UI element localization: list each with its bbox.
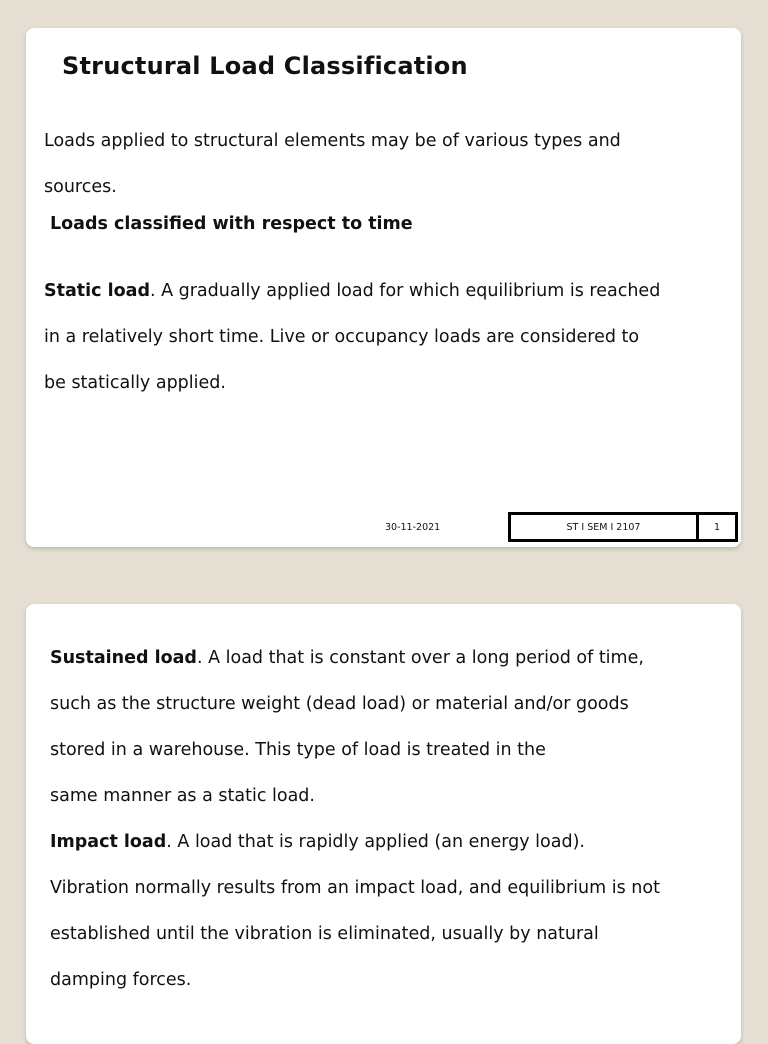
footer-course: ST I SEM I 2107 [511, 515, 699, 539]
static-load-line: in a relatively short time. Live or occupancy loads are considered to [44, 327, 640, 347]
intro-paragraph [44, 118, 724, 210]
impact-load-line: damping forces. [50, 970, 192, 990]
impact-load-line: Vibration normally results from an impact load, and equilibrium is not [50, 878, 660, 898]
sustained-load-line: stored in a warehouse. This type of load is treated in the [50, 740, 546, 760]
static-load-line [44, 268, 729, 314]
static-load-paragraph [44, 268, 729, 406]
sustained-load-text: . A load that is constant over a long period of time, [196, 648, 644, 668]
sustained-load-paragraph [50, 635, 735, 819]
sustained-load-line: such as the structure weight (dead load) or material and/or goods [50, 694, 629, 714]
slide-2 [26, 604, 741, 1044]
footer-page-number: 1 [713, 521, 721, 533]
impact-load-line: established until the vibration is eliminated, usually by natural [50, 924, 599, 944]
impact-load-text: . A load that is rapidly applied (an energy load). [166, 832, 585, 852]
impact-load-paragraph [50, 819, 735, 1003]
impact-load-line [50, 819, 735, 865]
static-load-text: . A gradually applied load for which equilibrium is reached [149, 281, 661, 301]
impact-load-term: Impact load [50, 832, 167, 852]
footer-box [508, 512, 738, 542]
intro-line: Loads applied to structural elements may be of various types and [44, 131, 621, 151]
intro-line: sources. [44, 177, 117, 197]
slide-1 [26, 28, 741, 547]
footer-date: 30-11-2021 [385, 522, 441, 533]
sustained-load-term: Sustained load [50, 648, 197, 668]
static-load-term: Static load [44, 281, 150, 301]
sustained-load-line: same manner as a static load. [50, 786, 315, 806]
static-load-line: be statically applied. [44, 373, 226, 393]
subheading: Loads classified with respect to time [50, 214, 413, 234]
slide-title: Structural Load Classification [62, 52, 468, 80]
sustained-load-line [50, 635, 735, 681]
